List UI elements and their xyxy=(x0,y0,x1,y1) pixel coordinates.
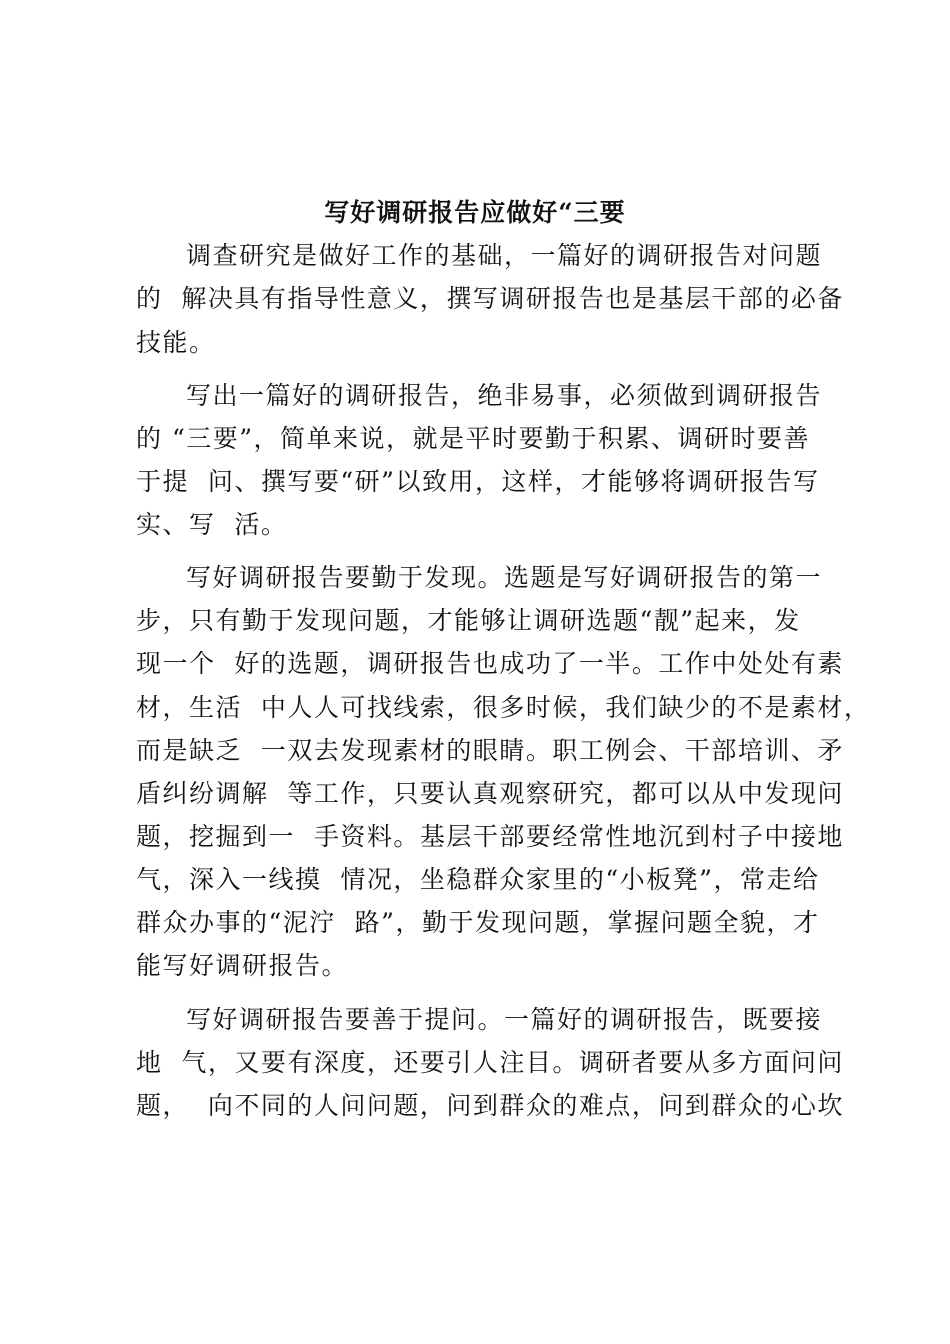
paragraph-1-line-2: 的 解决具有指导性意义，撰写调研报告也是基层干部的必备 xyxy=(136,284,844,313)
paragraph-3-line-8: 气，深入一线摸 情况，坐稳群众家里的“小板凳”，常走给 xyxy=(136,865,820,894)
paragraph-3-line-6: 盾纠纷调解 等工作，只要认真观察研究，都可以从中发现问 xyxy=(136,779,844,808)
paragraph-2-line-4: 实、写 活。 xyxy=(136,510,288,539)
paragraph-3-line-7: 题，挖掘到一 手资料。基层干部要经常性地沉到村子中接地 xyxy=(136,822,844,851)
paragraph-2-line-1: 写出一篇好的调研报告，绝非易事，必须做到调研报告 xyxy=(186,381,823,410)
paragraph-4-line-3: 题， 向不同的人问问题，问到群众的难点，问到群众的心坎 xyxy=(136,1091,844,1120)
paragraph-4-line-1: 写好调研报告要善于提问。一篇好的调研报告，既要接 xyxy=(186,1005,823,1034)
paragraph-3-line-3: 现一个 好的选题，调研报告也成功了一半。工作中处处有素 xyxy=(136,649,844,678)
paragraph-1-line-3: 技能。 xyxy=(136,328,216,357)
paragraph-2-line-2: 的 “三要”，简单来说，就是平时要勤于积累、调研时要善 xyxy=(136,424,811,453)
paragraph-3-line-1: 写好调研报告要勤于发现。选题是写好调研报告的第一 xyxy=(186,563,823,592)
paragraph-2-line-3: 于提 问、撰写要“研”以致用，这样，才能够将调研报告写 xyxy=(136,467,820,496)
paragraph-3-line-2: 步，只有勤于发现问题，才能够让调研选题“靓”起来，发 xyxy=(136,606,801,635)
paragraph-4-line-2: 地 气，又要有深度，还要引人注目。调研者要从多方面问问 xyxy=(136,1048,844,1077)
paragraph-3-line-9: 群众办事的“泥泞 路”，勤于发现问题，掌握问题全貌，才 xyxy=(136,908,820,937)
paragraph-3-line-10: 能写好调研报告。 xyxy=(136,951,349,980)
paragraph-1-line-1: 调查研究是做好工作的基础，一篇好的调研报告对问题 xyxy=(186,241,823,270)
document-title: 写好调研报告应做好“三要 xyxy=(324,198,626,227)
paragraph-3-line-5: 而是缺乏 一双去发现素材的眼睛。职工例会、干部培训、矛 xyxy=(136,736,844,765)
paragraph-3-line-4: 材，生活 中人人可找线索，很多时候，我们缺少的不是素材， xyxy=(136,693,871,722)
